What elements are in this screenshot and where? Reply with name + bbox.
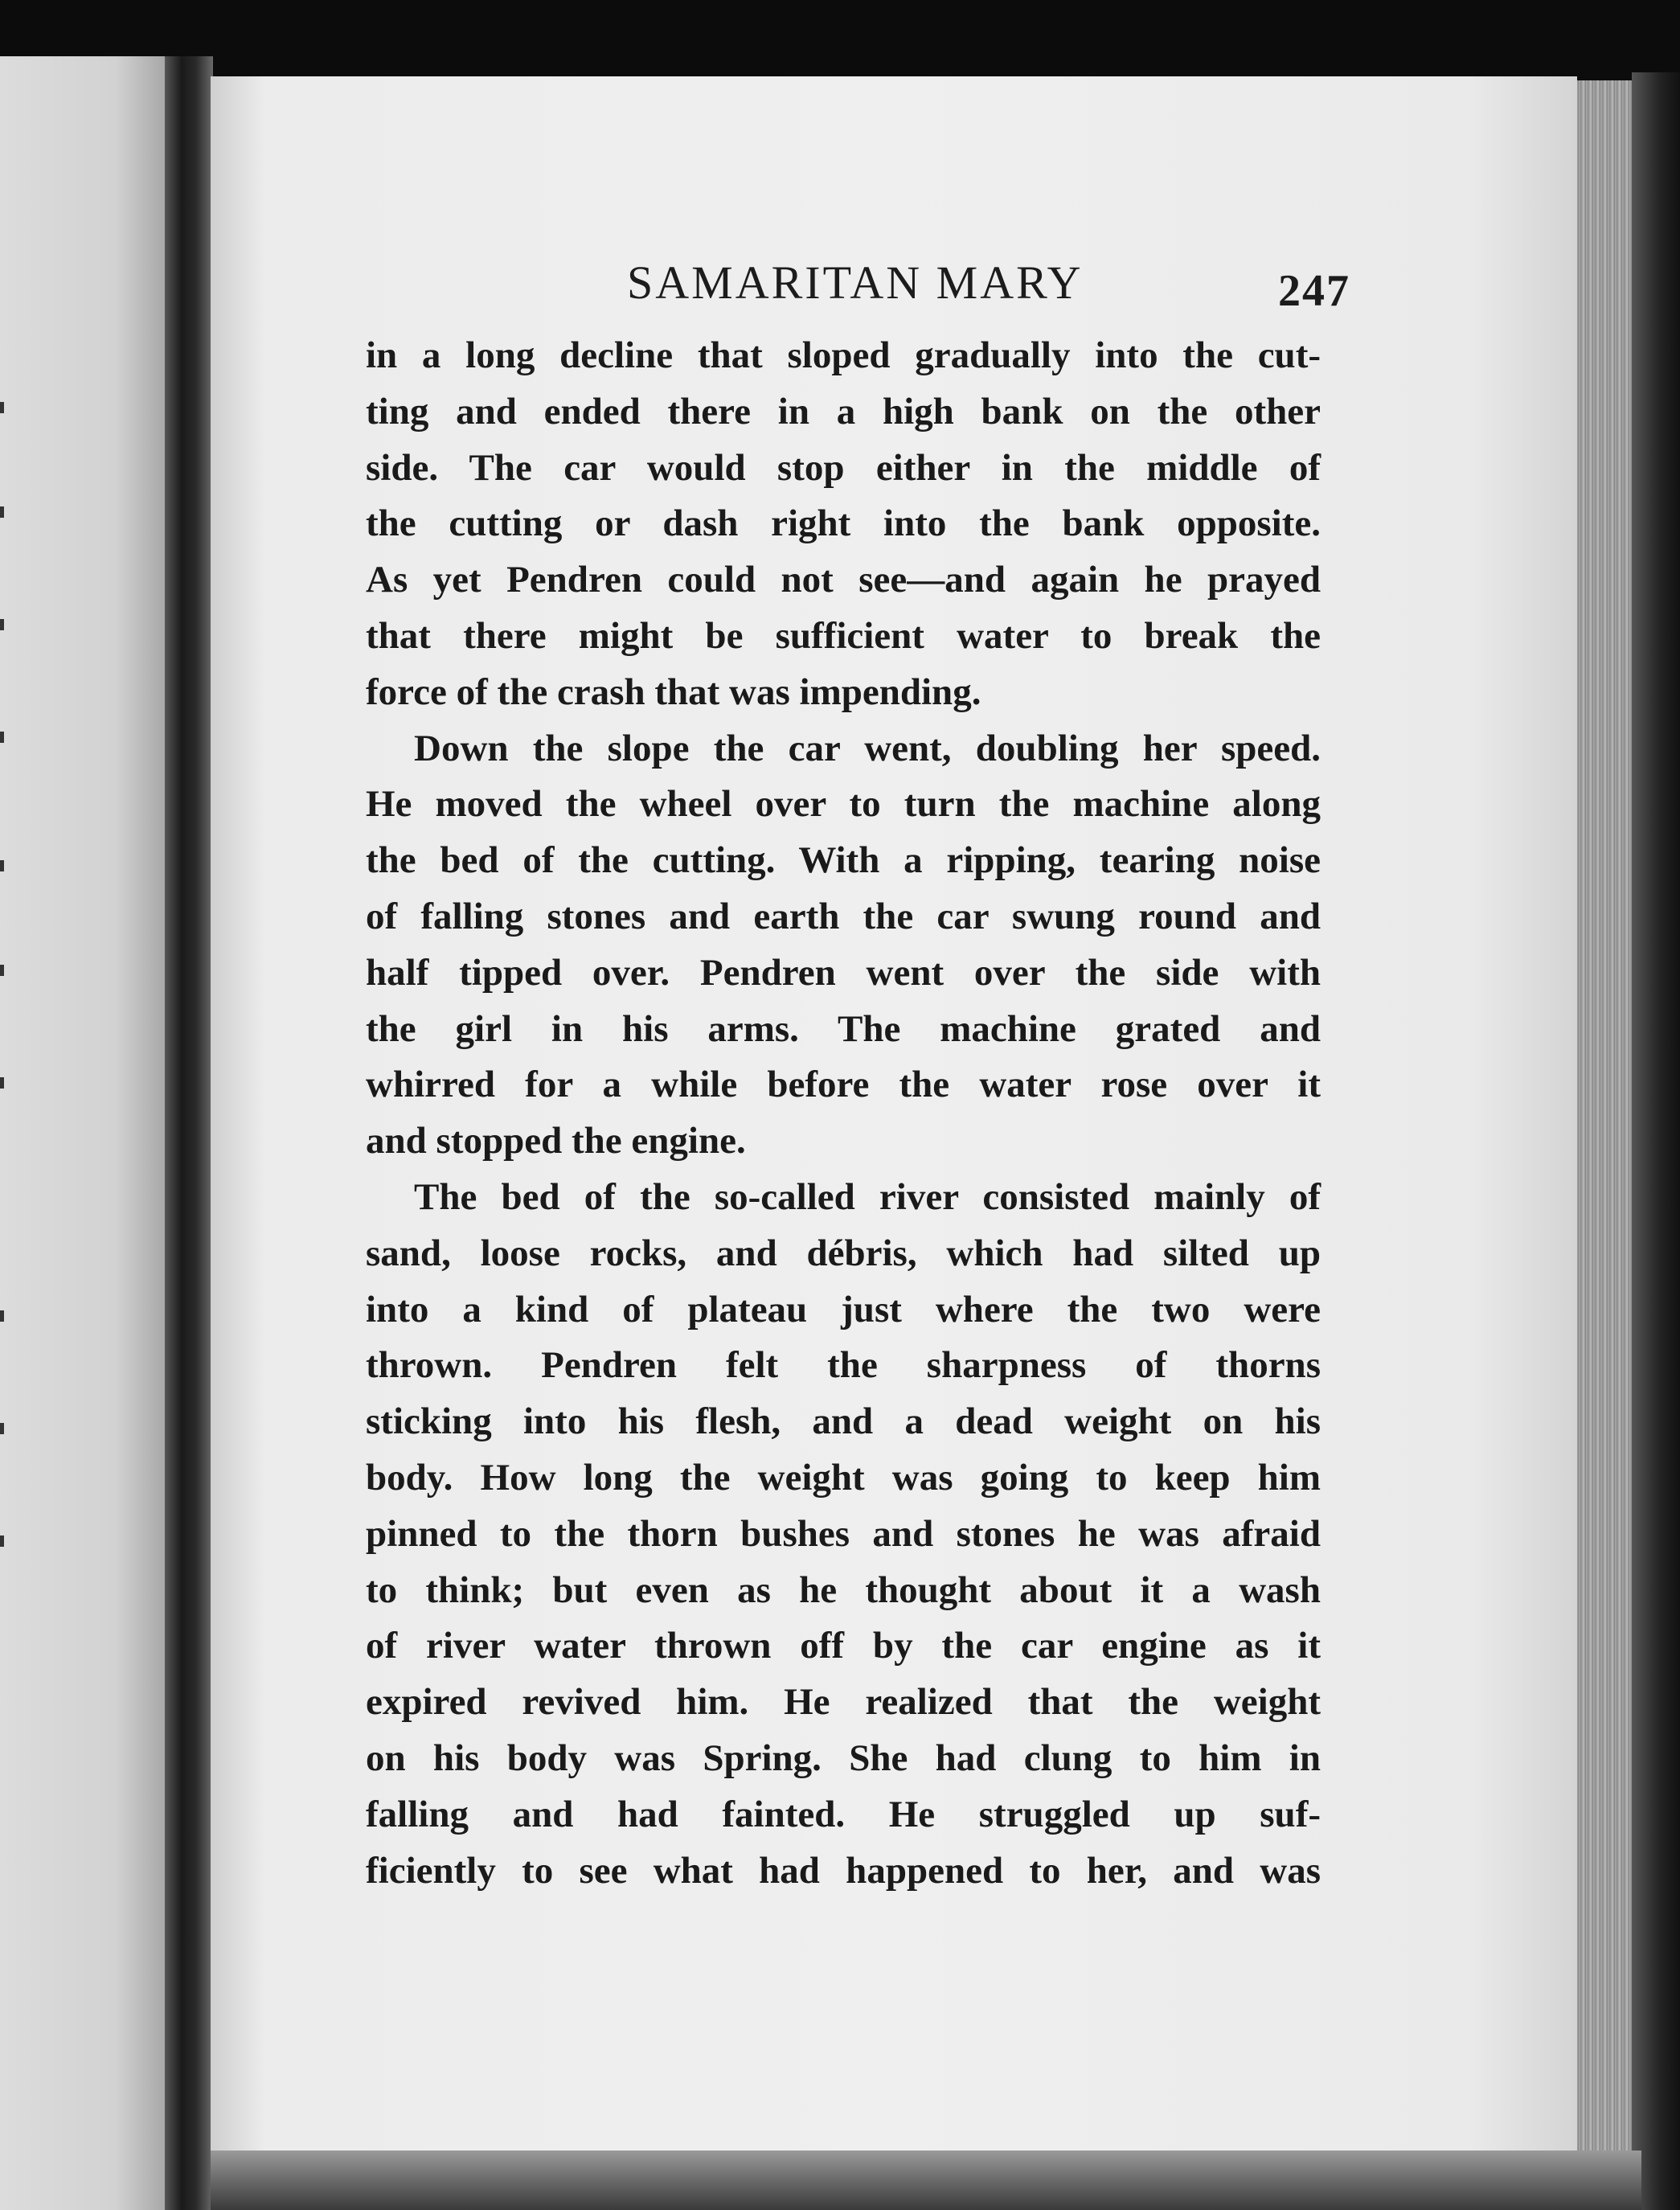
text-line: expired revived him. He realized that the weight — [366, 1681, 1321, 1724]
facing-page-edge — [0, 56, 165, 2210]
page-header — [378, 256, 1350, 328]
text-line: on his body was Spring. She had clung to him in — [366, 1736, 1321, 1779]
book-gutter — [165, 56, 213, 2210]
text-line: Down the slope the car went, doubling her speed. — [414, 727, 1321, 769]
text-line: ficiently to see what had happened to her, and was — [366, 1849, 1321, 1892]
margin-mark — [0, 402, 4, 413]
text-line: into a kind of plateau just where the two were — [366, 1288, 1321, 1331]
text-line: falling and had fainted. He struggled up suf- — [366, 1793, 1321, 1835]
text-line: and stopped the engine. — [366, 1120, 746, 1162]
text-line: of river water thrown off by the car engine as it — [366, 1625, 1321, 1667]
margin-mark — [0, 732, 4, 743]
text-line: The bed of the so-called river consisted mainly of — [414, 1175, 1321, 1218]
text-line: in a long decline that sloped gradually into the cut- — [366, 334, 1321, 376]
book-cover-edge — [1632, 72, 1680, 2210]
text-line: of falling stones and earth the car swung round and — [366, 895, 1321, 937]
text-line: side. The car would stop either in the middle of — [366, 446, 1321, 489]
text-line: body. How long the weight was going to keep him — [366, 1456, 1321, 1499]
margin-mark — [0, 1536, 4, 1547]
text-line: He moved the wheel over to turn the machine along — [366, 783, 1321, 826]
text-line: thrown. Pendren felt the sharpness of thorns — [366, 1344, 1321, 1387]
margin-mark — [0, 1310, 4, 1322]
margin-mark — [0, 1077, 4, 1089]
margin-mark — [0, 619, 4, 630]
text-line: that there might be sufficient water to break the — [366, 614, 1321, 657]
page-number: 247 — [1278, 266, 1350, 316]
text-line: the cutting or dash right into the bank opposite. — [366, 502, 1321, 545]
text-line: sand, loose rocks, and débris, which had silted up — [366, 1232, 1321, 1274]
margin-mark — [0, 860, 4, 871]
text-line: As yet Pendren could not see—and again he prayed — [366, 559, 1321, 601]
text-line: the girl in his arms. The machine grated and — [366, 1007, 1321, 1050]
text-line: pinned to the thorn bushes and stones he was afraid — [366, 1512, 1321, 1555]
text-line: whirred for a while before the water rose over it — [366, 1064, 1321, 1106]
margin-mark — [0, 506, 4, 518]
page-bottom-shadow — [211, 2151, 1641, 2210]
body-text — [366, 328, 1321, 1899]
margin-mark — [0, 965, 4, 976]
text-line: to think; but even as he thought about it a wash — [366, 1568, 1321, 1611]
text-line: half tipped over. Pendren went over the side with — [366, 951, 1321, 994]
text-line: force of the crash that was impending. — [366, 670, 981, 713]
text-line: sticking into his flesh, and a dead weight on his — [366, 1400, 1321, 1443]
text-line: the bed of the cutting. With a ripping, tearing noise — [366, 839, 1321, 882]
text-line: ting and ended there in a high bank on the other — [366, 390, 1321, 433]
running-head: SAMARITAN MARY — [627, 256, 1084, 309]
margin-mark — [0, 1423, 4, 1434]
